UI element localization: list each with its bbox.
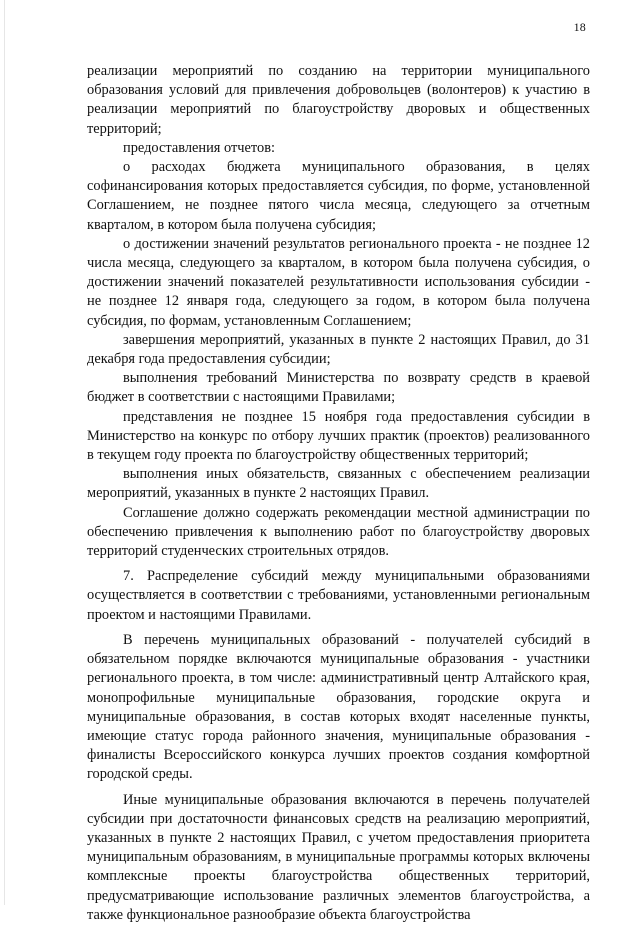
paragraph-5: завершения мероприятий, указанных в пункте 2 настоящих Правил, до 31 декабря года предоставления субсидии; <box>87 331 590 368</box>
paragraph-7: представления не позднее 15 ноября года предоставления субсидии в Министерство на конкурс по отбору лучших практик (проектов) реализованного в текущем году проекта по благоустройству общественных территорий; <box>87 408 590 464</box>
paragraph-11: В перечень муниципальных образований - получателей субсидий в обязательном порядке включаются муниципальные образования - участники регионального проекта, в том числе: административный центр Алтайского края, монопрофильные муниципальные образования, городские округа и муниципальные образования, в состав которых входят населенные пункты, имеющие статус города районного значения, муниципальные образования - финалисты Всероссийского конкурса лучших проектов создания комфортной городской среды. <box>87 631 590 783</box>
scan-edge-line <box>4 0 5 905</box>
paragraph-6: выполнения требований Министерства по возврату средств в краевой бюджет в соответствии с настоящими Правилами; <box>87 370 590 406</box>
page-number: 18 <box>573 20 586 34</box>
paragraph-4: о достижении значений результатов регионального проекта - не позднее 12 числа месяца, следующего за кварталом, в котором была получена субсидия, о достижении значений показателей результативности использования субсидии - не позднее 12 января года, следующего за годом, в котором была получена субсидия, по формам, установленным Соглашением; <box>87 235 590 329</box>
paragraph-1: реализации мероприятий по созданию на территории муниципального образования условий для привлечения добровольцев (волонтеров) к участию в реализации мероприятий по благоустройству дворовых и общественных территорий; <box>87 63 590 137</box>
paragraph-10: 7. Распределение субсидий между муниципальными образованиями осуществляется в соответствии с требованиями, установленными региональным проектом и настоящими Правилами. <box>87 568 590 623</box>
document-body <box>87 62 590 925</box>
paragraph-9: Соглашение должно содержать рекомендации местной администрации по обеспечению привлечения к выполнению работ по благоустройству дворовых территорий студенческих строительных отрядов. <box>87 504 590 560</box>
paragraph-8: выполнения иных обязательств, связанных с обеспечением реализации мероприятий, указанных в пункте 2 настоящих Правил. <box>87 466 590 502</box>
paragraph-2: предоставления отчетов: <box>123 139 276 156</box>
paragraph-3: о расходах бюджета муниципального образования, в целях софинансирования которых предоставляется субсидия, по форме, установленной Соглашением, не позднее пятого числа месяца, следующего за отчетным кварталом, в котором была получена субсидия; <box>87 159 590 233</box>
paragraph-12: Иные муниципальные образования включаются в перечень получателей субсидии при достаточности финансовых средств на реализацию мероприятий, указанных в пункте 2 настоящих Правил, с учетом предоставления приоритета муниципальным образованиям, в муниципальные программы которых включены комплексные проекты благоустройства общественных территорий, предусматривающие использование различных элементов благоустройства, а также функциональное разнообразие объекта благоустройства <box>87 791 590 923</box>
